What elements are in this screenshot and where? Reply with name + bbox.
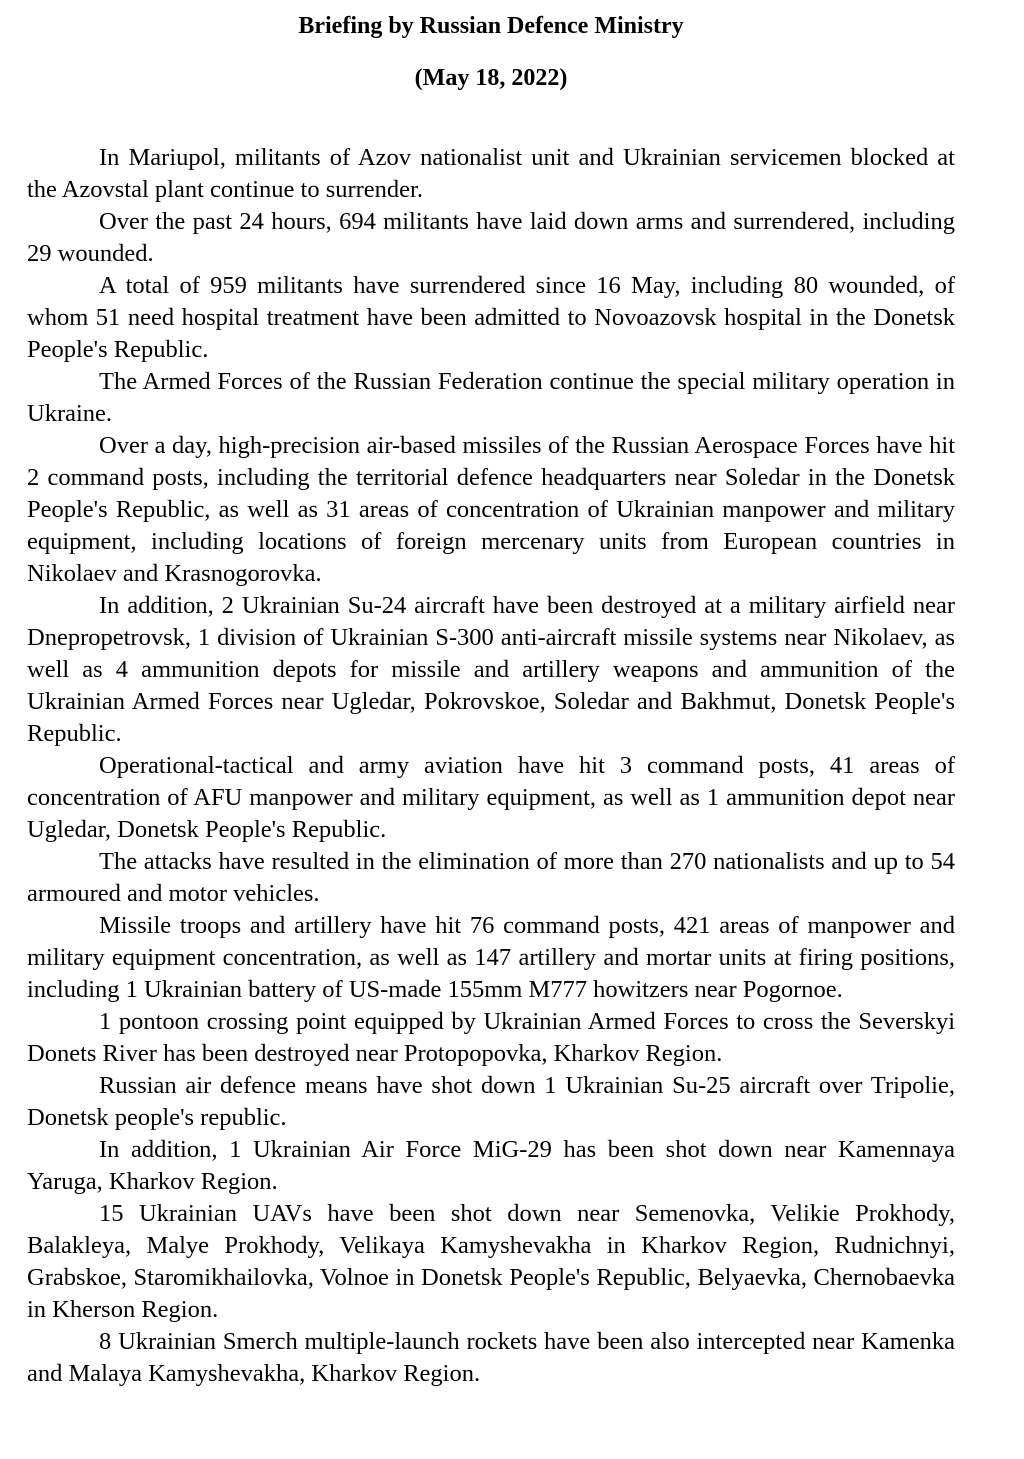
paragraph-24-hours-surrendered: Over the past 24 hours, 694 militants have laid down arms and surrendered, including 29 wounded. xyxy=(27,208,955,267)
paragraph-army-aviation: Operational-tactical and army aviation have hit 3 command posts, 41 areas of concentration of AFU manpower and military equipment, as well as 1 ammunition depot near Ugledar, Donetsk People's Republic. xyxy=(27,752,955,843)
paragraph-aerospace-forces-strikes: Over a day, high-precision air-based missiles of the Russian Aerospace Forces have hit 2 command posts, including the territorial defence headquarters near Soledar in the Donetsk People's Republic, as well as 31 areas of concentration of Ukrainian manpower and military equipment, including locations of foreign mercenary units from European countries in Nikolaev and Krasnogorovka. xyxy=(27,432,955,587)
document-title: Briefing by Russian Defence Ministry xyxy=(298,13,684,39)
document-date: (May 18, 2022) xyxy=(414,65,568,91)
paragraph-mig29: In addition, 1 Ukrainian Air Force MiG-29 has been shot down near Kamennaya Yaruga, Kharkov Region. xyxy=(27,1136,955,1195)
paragraph-smerch-rockets: 8 Ukrainian Smerch multiple-launch rockets have been also intercepted near Kamenka and Malaya Kamyshevakha, Kharkov Region. xyxy=(27,1328,955,1387)
paragraph-missile-troops-artillery: Missile troops and artillery have hit 76 command posts, 421 areas of manpower and military equipment concentration, as well as 147 artillery and mortar units at firing positions, including 1 Ukrainian battery of US-made 155mm M777 howitzers near Pogornoe. xyxy=(27,912,955,1003)
paragraph-uavs-shot-down: 15 Ukrainian UAVs have been shot down near Semenovka, Velikie Prokhody, Balakleya, Malye Prokhody, Velikaya Kamyshevakha in Kharkov Region, Rudnichnyi, Grabskoe, Staromikhailovka, Volnoe in Donetsk People's Republic, Belyaevka, Chernobaevka in Kherson Region. xyxy=(27,1200,955,1323)
document-body xyxy=(27,142,955,1390)
paragraph-special-operation: The Armed Forces of the Russian Federation continue the special military operation in Ukraine. xyxy=(27,368,955,427)
paragraph-aircraft-destroyed: In addition, 2 Ukrainian Su-24 aircraft have been destroyed at a military airfield near Dnepropetrovsk, 1 division of Ukrainian S-300 anti-aircraft missile systems near Nikolaev, as well as 4 ammunition depots for missile and artillery weapons and ammunition of the Ukrainian Armed Forces near Ugledar, Pokrovskoe, Soledar and Bakhmut, Donetsk People's Republic. xyxy=(27,592,955,747)
paragraph-pontoon-crossing: 1 pontoon crossing point equipped by Ukrainian Armed Forces to cross the Severskyi Donets River has been destroyed near Protopopovka, Kharkov Region. xyxy=(27,1008,955,1067)
paragraph-mariupol-surrender: In Mariupol, militants of Azov nationalist unit and Ukrainian servicemen blocked at the Azovstal plant continue to surrender. xyxy=(27,144,955,203)
paragraph-total-surrendered: A total of 959 militants have surrendered since 16 May, including 80 wounded, of whom 51 need hospital treatment have been admitted to Novoazovsk hospital in the Donetsk People's Republic. xyxy=(27,272,955,363)
paragraph-air-defence-su25: Russian air defence means have shot down 1 Ukrainian Su-25 aircraft over Tripolie, Donetsk people's republic. xyxy=(27,1072,955,1131)
paragraph-attack-results: The attacks have resulted in the elimination of more than 270 nationalists and up to 54 armoured and motor vehicles. xyxy=(27,848,955,907)
